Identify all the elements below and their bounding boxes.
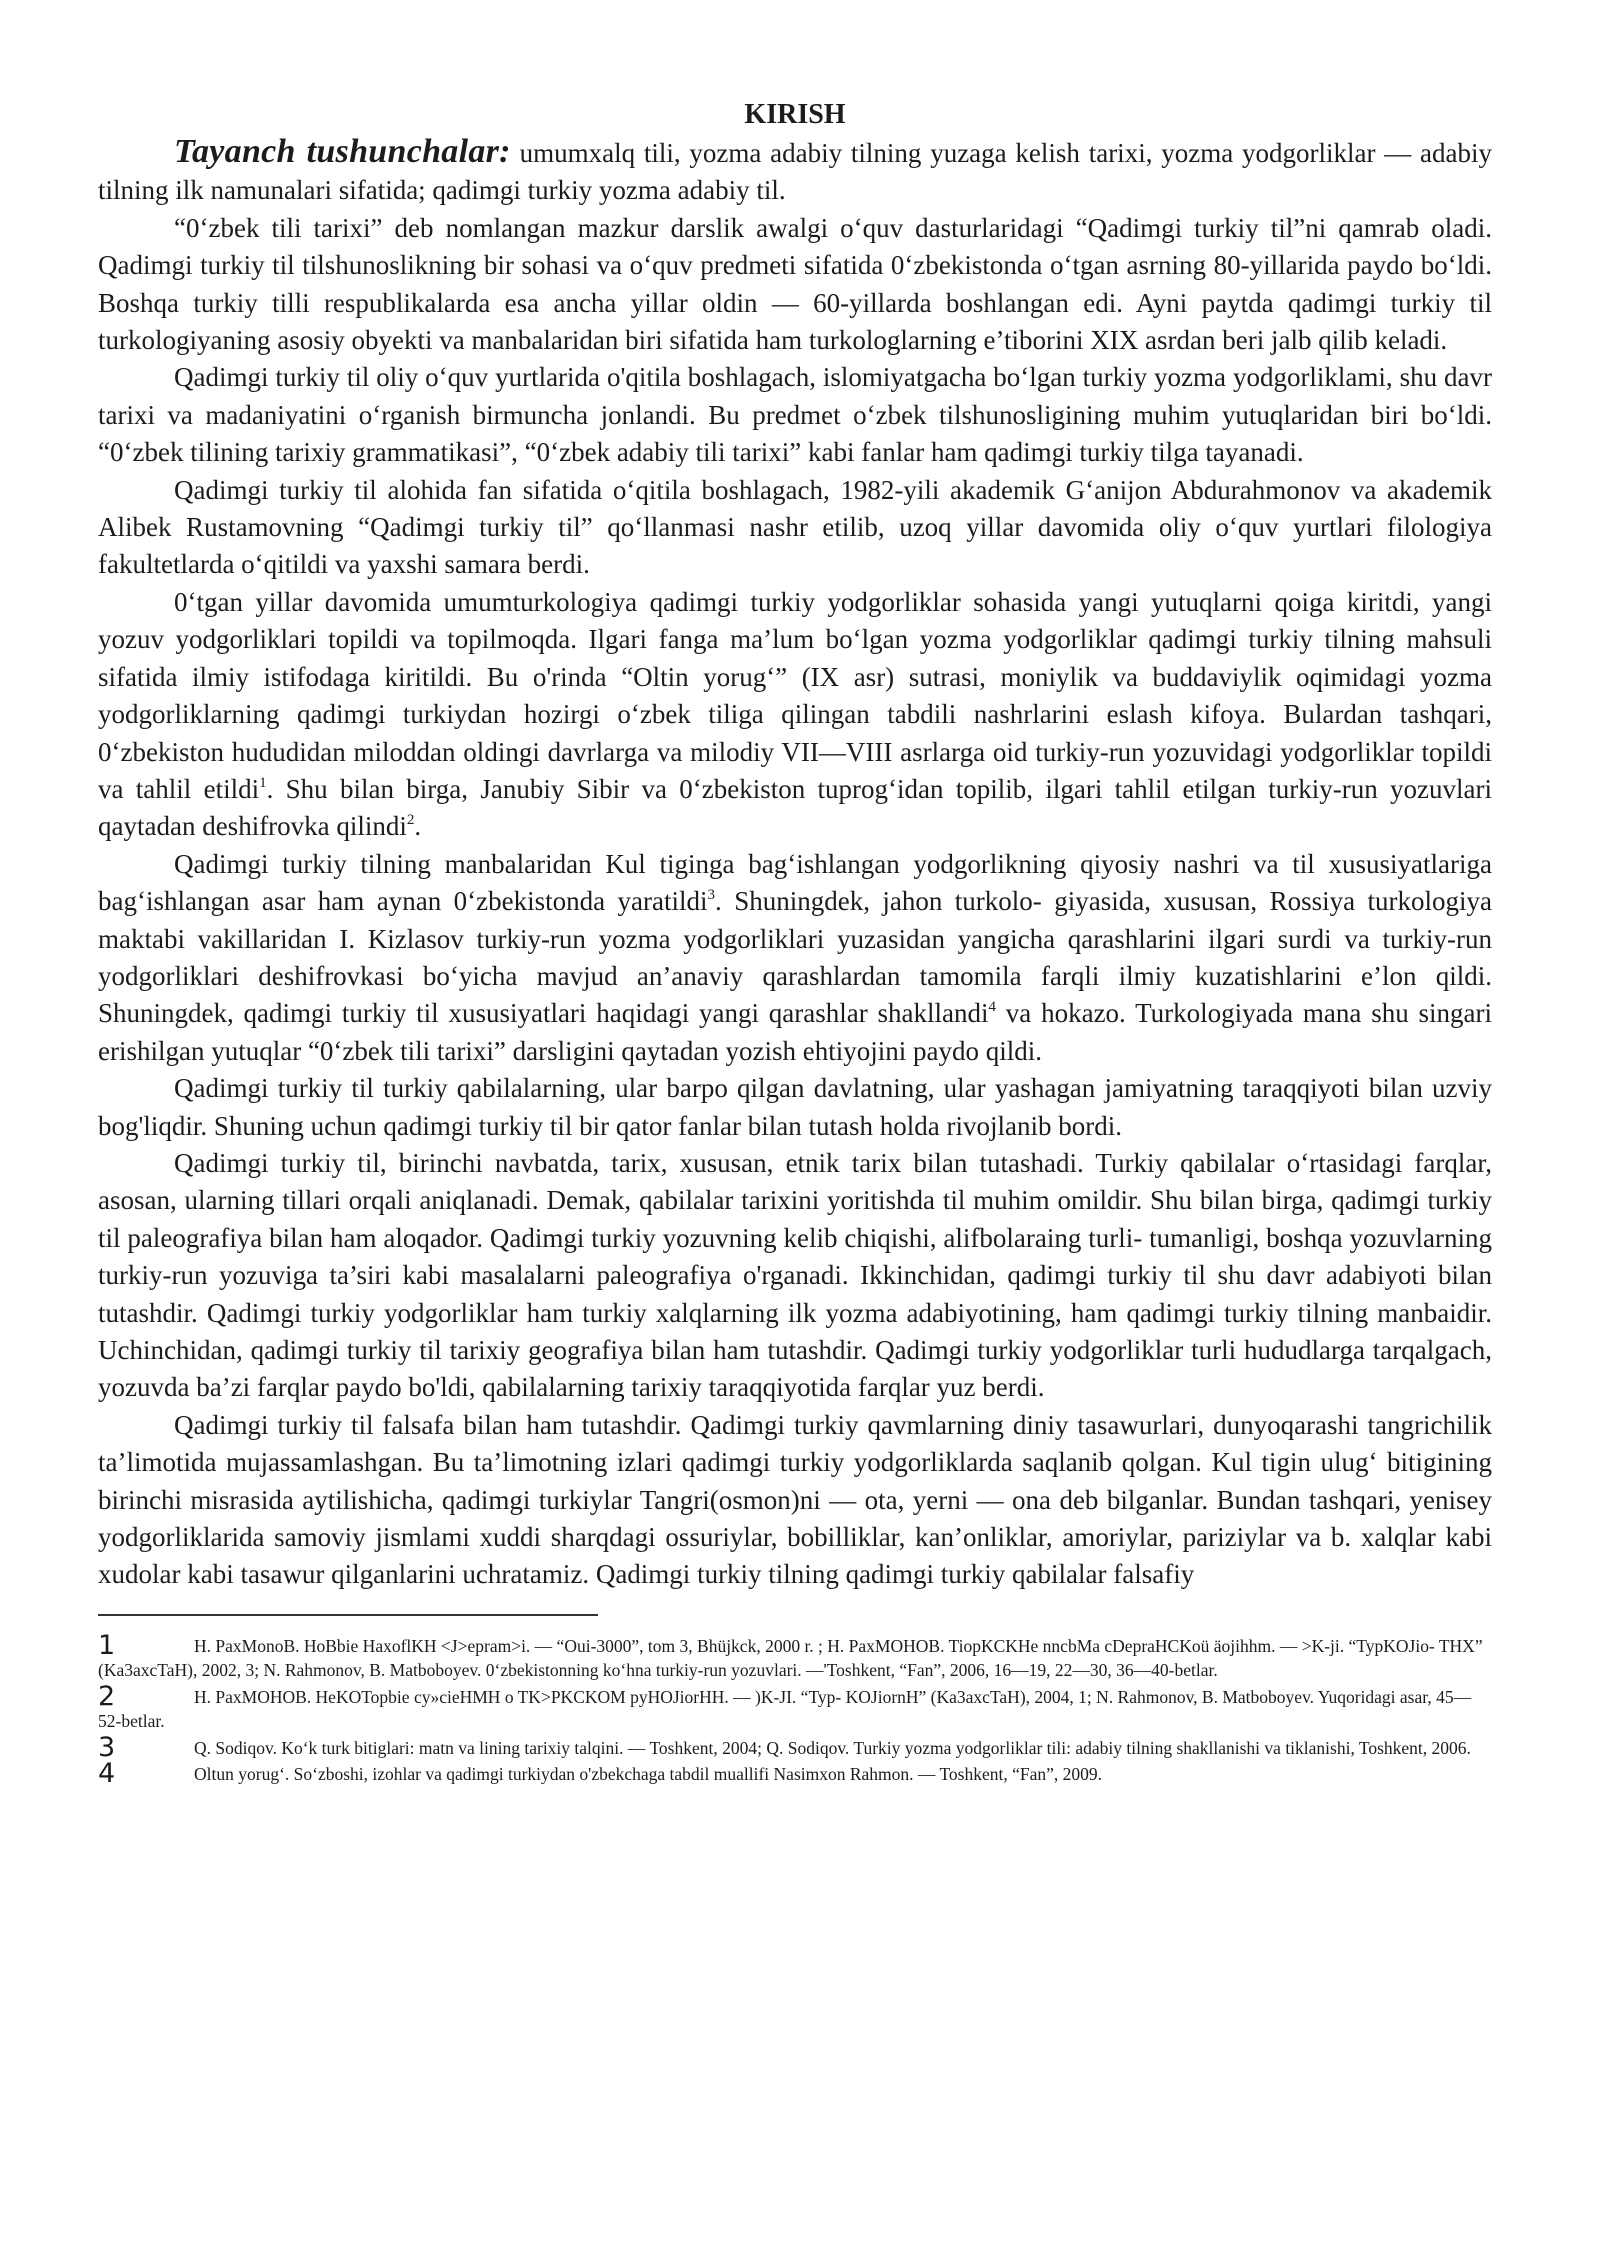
footnote-2	[98, 1680, 1492, 1734]
paragraph-5-part-2: . Shuningdek, jahon turkolo- giyasida, xususan, Rossiya turkologiya maktabi vakillaridan I. Kizlasov turkiy-run yozma yodgorliklari yuzasidan yangicha qarashlarini ilgari surdi va turkiy-run yodgorliklari deshifrovkasi bo‘yicha mavjud an’anaviy qarashlardan tamomila farqli ilmiy kuzatishlarini e’lon qildi. Shuningdek, qadimgi turkiy til xususiyatlari haqidagi yangi qarashlar shakllandi	[98, 886, 1493, 1029]
footnote-separator	[98, 1614, 598, 1616]
footnote-ref-1[interactable]: 1	[259, 774, 267, 791]
footnote-number-2: 2	[98, 1680, 116, 1712]
paragraph-2: Qadimgi turkiy til oliy o‘quv yurtlarida o'qitila boshlagach, islomiyatgacha bo‘lgan turkiy yozma yodgorliklami, shu davr tarixi va madaniyatini o‘rganish birmuncha jonlandi. Bu predmet o‘zbek tilshunosligining muhim yutuqlaridan biri bo‘ldi. “0‘zbek tilining tarixiy grammatikasi”, “0‘zbek adabiy tili tarixi” kabi fanlar ham qadimgi turkiy tilga tayanadi.	[98, 362, 1492, 468]
paragraph-4	[98, 584, 1492, 846]
footnote-3	[98, 1731, 1492, 1763]
keywords-paragraph	[98, 133, 1492, 210]
paragraph-4-part-2: . Shu bilan birga, Janubiy Sibir va 0‘zbekiston tuprog‘idan topilib, ilgari tahlil etilgan turkiy-run yozuvlari qaytadan deshifrovka qilindi	[98, 773, 1492, 842]
footnote-number-1: 1	[98, 1629, 116, 1661]
footnote-number-3: 3	[98, 1731, 116, 1763]
footnote-1	[98, 1629, 1492, 1683]
footnote-text-3: Q. Sodiqov. Ko‘k turk bitiglari: matn va lining tarixiy talqini. — Toshkent, 2004; Q. Sodiqov. Turkiy yozma yodgorliklar tili: adabiy tilning shakllanishi va tiklanishi, Toshkent, 2006.	[194, 1737, 1471, 1758]
paragraph-5	[98, 846, 1492, 1070]
paragraph-6: Qadimgi turkiy til turkiy qabilalarning, ular barpo qilgan davlatning, ular yashagan jamiyatning taraqqiyoti bilan uzviy bog'liqdir. Shuning uchun qadimgi turkiy til bir qator fanlar bilan tutash holda rivojlanib bordi.	[98, 1073, 1492, 1141]
keywords-label: Tayanch tushunchalar:	[174, 133, 511, 170]
paragraph-5-part-3: va hokazo. Turkologiyada mana shu singari erishilgan yutuqlar “0‘zbek tili tarixi” darsligini qaytadan yozish ehtiyojini paydo qildi.	[98, 998, 1492, 1066]
paragraph-3: Qadimgi turkiy til alohida fan sifatida o‘qitila boshlagach, 1982-yili akademik G‘anijon Abdurahmonov va akademik Alibek Rustamovning “Qadimgi turkiy til” qo‘llanmasi nashr etilib, uzoq yillar davomida oliy o‘quv yurtlari filologiya fakultetlarda o‘qitildi va yaxshi samara berdi.	[98, 474, 1492, 580]
paragraph-8: Qadimgi turkiy til falsafa bilan ham tutashdir. Qadimgi turkiy qavmlarning diniy tasawurlari, dunyoqarashi tangrichilik ta’limotida mujassamlashgan. Bu ta’limotning izlari qadimgi turkiy yodgorliklarda saqlanib qolgan. Kul tigin ulug‘ bitigining birinchi misrasida aytilishicha, qadimgi turkiylar Tangri(osmon)ni — ota, yerni — ona deb bilganlar. Bundan tashqari, yenisey yodgorliklarida samoviy jismlami xuddi sharqdagi ossuriylar, bobilliklar, kan’onliklar, amoriylar, pariziylar va b. xalqlar kabi xudolar kabi tasawur qilganlarini uchratamiz. Qadimgi turkiy tilning qadimgi turkiy qabilalar falsafiy	[98, 1409, 1492, 1590]
paragraph-4-part-3: .	[414, 811, 422, 842]
footnote-ref-3[interactable]: 3	[707, 887, 715, 904]
paragraph-4-part-1: 0‘tgan yillar davomida umumturkologiya qadimgi turkiy yodgorliklar sohasida yangi yutuqlarni qoiga kiritdi, yangi yozuv yodgorliklari topildi va topilmoqda. Ilgari fanga ma’lum bo‘lgan yozma yodgorliklar qadimgi turkiy tilning mahsuli sifatida ilmiy istifodaga kiritildi. Bu o'rinda “Oltin yorug‘” (IX asr) sutrasi, moniylik va buddaviylik oqimidagi yozma yodgorliklarning qadimgi turkiydan hozirgi o‘zbek tiliga qilingan tabdili nashrlarini eslash kifoya. Bulardan tashqari, 0‘zbekiston hududidan miloddan oldingi davrlarga va milodiy VII—VIII asrlarga oid turkiy-run yozuvidagi yodgorliklar topildi va tahlil etildi	[98, 586, 1492, 804]
footnote-text-2: H. PaxMOHOB. HeKOTopbie cy»cieHMH o TK>PKCKOM pyHOJiorHH. — )K-JI. “Typ- KOJiornH” (Ka3axcTaH), 2004, 1; N. Rahmonov, B. Matboboyev. Yuqoridagi asar, 45—52-betlar.	[98, 1686, 1472, 1732]
body-text	[98, 133, 1492, 1594]
footnote-4	[98, 1758, 1492, 1790]
footnote-text-4: Oltun yorug‘. So‘zboshi, izohlar va qadimgi turkiydan o'zbekchaga tabdil muallifi Nasimxon Rahmon. — Toshkent, “Fan”, 2009.	[194, 1764, 1103, 1785]
footnote-ref-4[interactable]: 4	[988, 999, 996, 1016]
footnote-ref-2[interactable]: 2	[406, 812, 415, 829]
footnotes	[98, 1629, 1492, 1790]
chapter-title: KIRISH	[744, 99, 846, 130]
footnote-text-1: H. PaxMonoB. HoBbie HaxoflKH <J>epram>i. — “Oui-3000”, tom 3, Bhüjkck, 2000 r. ; H. PaxMOHOB. TiopKCKHe nncbMa cDepraHCKoü äojihhm. — >K-ji. “TypKOJio- THX” (Ka3axcTaH), 2002, 3; N. Rahmonov, B. Matboboyev. 0‘zbekistonning ko‘hna turkiy-run yozuvlari. —'Toshkent, “Fan”, 2006, 16—19, 22—30, 36—40-betlar.	[98, 1635, 1483, 1681]
paragraph-7: Qadimgi turkiy til, birinchi navbatda, tarix, xususan, etnik tarix bilan tutashadi. Turkiy qabilalar o‘rtasidagi farqlar, asosan, ularning tillari orqali aniqlanadi. Demak, qabilalar tarixini yoritishda til muhim omildir. Shu bilan birga, qadimgi turkiy til paleografiya bilan ham aloqador. Qadimgi turkiy yozuvning kelib chiqishi, alifbolaraing turli- tumanligi, boshqa yozuvlarning turkiy-run yozuviga ta’siri kabi masalalarni paleografiya o'rganadi. Ikkinchidan, qadimgi turkiy til shu davr adabiyoti bilan tutashdir. Qadimgi turkiy yodgorliklar ham turkiy xalqlarning ilk yozma adabiyotining, ham qadimgi turkiy tilning manbaidir. Uchinchidan, qadimgi turkiy til tarixiy geografiya bilan ham tutashdir. Qadimgi turkiy yodgorliklar turli hududlarga tarqalgach, yozuvda ba’zi farqlar paydo bo'ldi, qabilalarning tarixiy taraqqiyotida farqlar yuz berdi.	[98, 1147, 1492, 1403]
paragraph-1: “0‘zbek tili tarixi” deb nomlangan mazkur darslik awalgi o‘quv dasturlaridagi “Qadimgi turkiy til”ni qamrab oladi. Qadimgi turkiy til tilshunoslikning bir sohasi va o‘quv predmeti sifatida 0‘zbekistonda o‘tgan asrning 80-yillarida paydo bo‘ldi. Boshqa turkiy tilli respublikalarda esa ancha yillar oldin — 60-yillarda boshlangan edi. Ayni paytda qadimgi turkiy til turkologiyaning asosiy obyekti va manbalaridan biri sifatida ham turkologlarning e’tiborini XIX asrdan beri jalb qilib keladi.	[98, 212, 1492, 356]
paragraph-5-part-1: Qadimgi turkiy tilning manbalaridan Kul tiginga bag‘ishlangan yodgorlikning qiyosiy nashri va til xususiyatlariga bag‘ishlangan asar ham aynan 0‘zbekistonda yaratildi	[98, 848, 1492, 917]
keywords-text: umumxalq tili, yozma adabiy tilning yuzaga kelish tarixi, yozma yodgorliklar — adabiy tilning ilk namunalari sifatida; qadimgi turkiy yozma adabiy til.	[98, 138, 1492, 206]
footnote-number-4: 4	[98, 1758, 116, 1790]
